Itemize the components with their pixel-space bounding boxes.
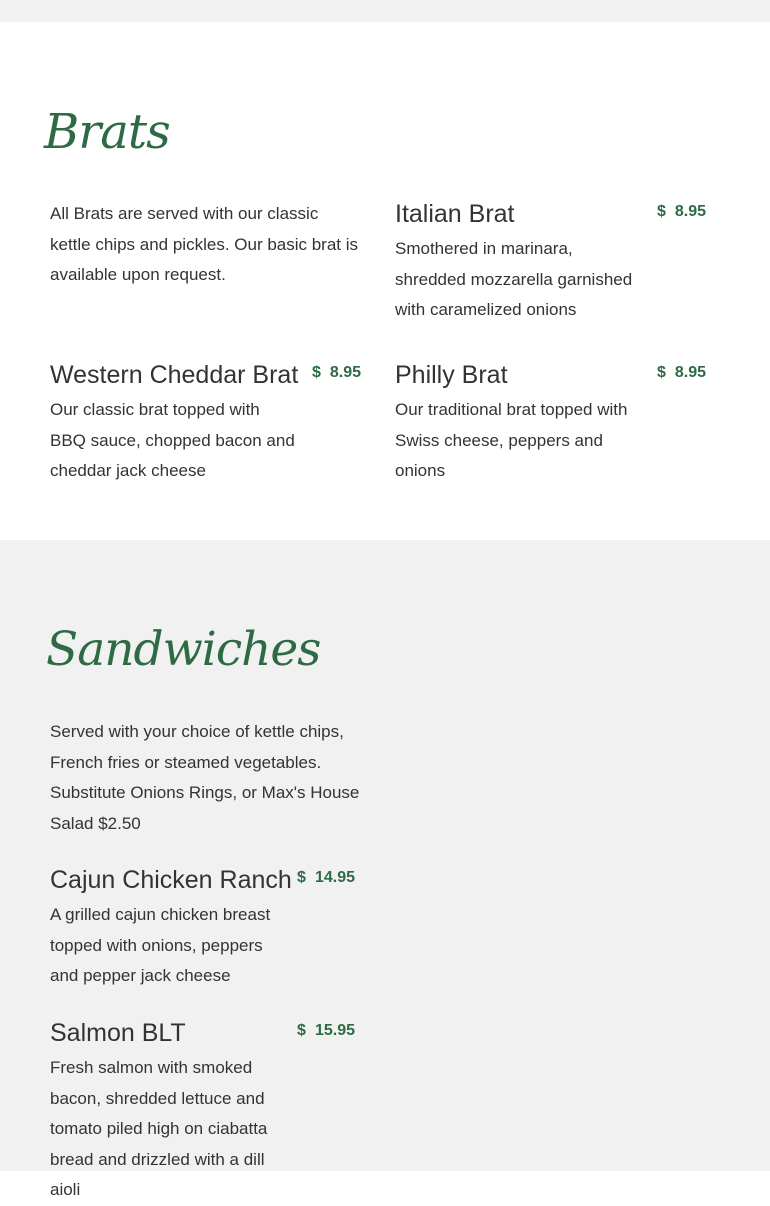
item-description: Our traditional brat topped with Swiss cheese, peppers and onions	[395, 400, 628, 480]
menu-item-western-cheddar-brat	[50, 360, 361, 487]
item-price	[312, 364, 361, 382]
brats-intro: All Brats are served with our classic kettle chips and pickles. Our basic brat is available upon request.	[50, 204, 359, 284]
currency-symbol: $	[656, 203, 666, 220]
price-value: 14.95	[314, 869, 355, 886]
menu-item-cajun-chicken-ranch	[50, 865, 355, 992]
menu-item-philly-brat	[395, 360, 706, 487]
price-value: 15.95	[314, 1022, 355, 1039]
currency-symbol: $	[297, 869, 306, 886]
item-price	[297, 1022, 355, 1040]
item-description: Fresh salmon with smoked bacon, shredded lettuce and tomato piled high on ciabatta bread and drizzled with a dill aioli	[50, 1058, 268, 1199]
item-description: A grilled cajun chicken breast topped with onions, peppers and pepper jack cheese	[50, 905, 271, 985]
item-name: Salmon BLT	[50, 1019, 186, 1047]
item-name: Cajun Chicken Ranch	[50, 866, 292, 894]
item-description: Our classic brat topped with BBQ sauce, chopped bacon and cheddar jack cheese	[50, 400, 295, 480]
menu-item-salmon-blt	[50, 1018, 355, 1206]
item-price	[657, 364, 706, 382]
top-band	[0, 0, 770, 22]
item-price	[297, 869, 355, 887]
price-value: 8.95	[674, 364, 706, 381]
brats-section	[0, 22, 770, 540]
sandwiches-intro: Served with your choice of kettle chips, French fries or steamed vegetables. Substitute Onions Rings, or Max's House Salad $2.50	[50, 722, 360, 833]
price-value: 8.95	[329, 364, 361, 381]
brats-title: Brats	[44, 104, 170, 160]
currency-symbol: $	[656, 364, 666, 381]
price-value: 8.95	[674, 203, 706, 220]
item-name: Philly Brat	[395, 361, 508, 389]
menu-item-italian-brat	[395, 199, 706, 326]
sandwiches-title: Sandwiches	[46, 622, 321, 677]
item-name: Italian Brat	[395, 200, 515, 228]
currency-symbol: $	[311, 364, 321, 381]
item-name: Western Cheddar Brat	[50, 361, 299, 389]
item-description: Smothered in marinara, shredded mozzarella garnished with caramelized onions	[395, 239, 633, 319]
item-price	[657, 203, 706, 221]
currency-symbol: $	[297, 1022, 306, 1039]
sandwiches-section	[0, 540, 770, 1199]
